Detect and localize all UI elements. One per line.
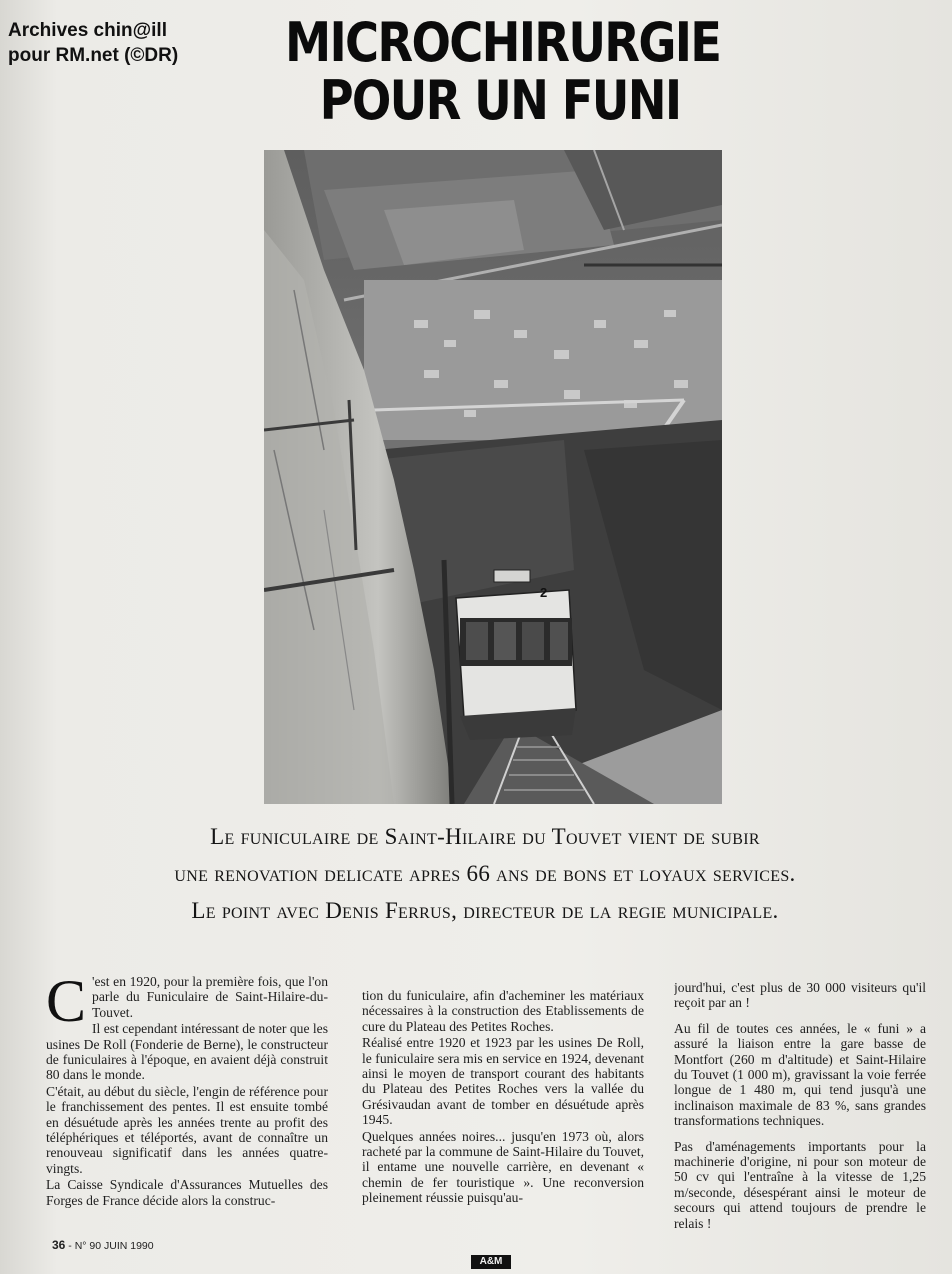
lead-paragraph: [40, 818, 930, 929]
watermark: [8, 18, 178, 68]
page-footer: [52, 1238, 154, 1252]
article-title: [285, 11, 721, 132]
car-number: 2: [540, 585, 548, 600]
paragraph: tion du funiculaire, afin d'acheminer les matériaux nécessaires à la construction des Etablissements de cure du Plateau des Petites Roches.: [362, 988, 644, 1034]
paragraph: La Caisse Syndicale d'Assurances Mutuelles des Forges de France décide alors la construc-: [46, 1177, 328, 1208]
paragraph: Quelques années noires... jusqu'en 1973 où, alors racheté par la commune de Saint-Hilaire du Touvet, il entame une nouvelle carrière, en devenant « chemin de fer touristique ». Une reconversion pleinement réussie puisqu'au-: [362, 1128, 644, 1206]
paragraph: jourd'hui, c'est plus de 30 000 visiteurs qu'il reçoit par an !: [674, 980, 926, 1011]
paragraph: Réalisé entre 1920 et 1923 par les usines De Roll, le funiculaire sera mis en service en 1924, devenant ainsi le moyen de transport courant des habitants du Plateau des Petites Roches vers la vallée du Grésivaudan avant de tomber en désuétude après 1945.: [362, 1035, 644, 1128]
article-column-3: [674, 980, 926, 1256]
funicular-photo: [264, 150, 722, 804]
issue-info: - N° 90 JUIN 1990: [65, 1240, 154, 1252]
article-column-2: [362, 988, 644, 1256]
title-line-2: POUR UN FUNI: [319, 69, 681, 132]
lead-line-2: une renovation delicate apres 66 ans de bons et loyaux services.: [174, 861, 796, 886]
paragraph: C'était, au début du siècle, l'engin de référence pour le franchissement des pentes. Il est ensuite tombé en désuétude après les années trente au profit des téléphériques et téléportés, avant de connaître un renouveau significatif dans les années quatre-vingts.: [46, 1083, 328, 1176]
article-column-1: [46, 974, 328, 1256]
watermark-line-1: Archives chin@ill: [8, 20, 167, 41]
paragraph: Au fil de toutes ces années, le « funi » a assuré la liaison entre la gare basse de Montfort (260 m d'altitude) et Saint-Hilaire du Touvet (1 000 m), gravissant la voie ferrée longue de 1 480 m, qui tend jusqu'à une inclinaison maximale de 83 %, sans grandes transformations techniques.: [674, 1020, 926, 1129]
magazine-logo: A&M: [471, 1255, 511, 1269]
funicular-illustration: [264, 150, 722, 804]
paragraph: Il est cependant intéressant de noter que les usines De Roll (Fonderie de Berne), le constructeur de funiculaires à l'époque, en avaient déjà construit 80 dans le monde.: [46, 1021, 328, 1083]
article-body: [46, 974, 926, 1256]
lead-line-3: Le point avec Denis Ferrus, directeur de la regie municipale.: [191, 898, 779, 923]
title-line-1: MICROCHIRURGIE: [285, 11, 721, 74]
paragraph: Pas d'aménagements importants pour la machinerie d'origine, ni pour son moteur de 50 cv qui l'entraîne à la vitesse de 1,25 m/seconde, désespérant ainsi le moteur de secours qui attend toujours de prendre le relais !: [674, 1138, 926, 1231]
drop-cap: C: [46, 974, 87, 1034]
watermark-line-2: pour RM.net (©DR): [8, 45, 179, 66]
lead-line-1: Le funiculaire de Saint-Hilaire du Touvet vient de subir: [210, 824, 760, 849]
page-number: 36: [52, 1238, 66, 1252]
paragraph: C 'est en 1920, pour la première fois, que l'on parle du Funiculaire de Saint-Hilaire-du-Touvet.: [46, 974, 328, 1034]
